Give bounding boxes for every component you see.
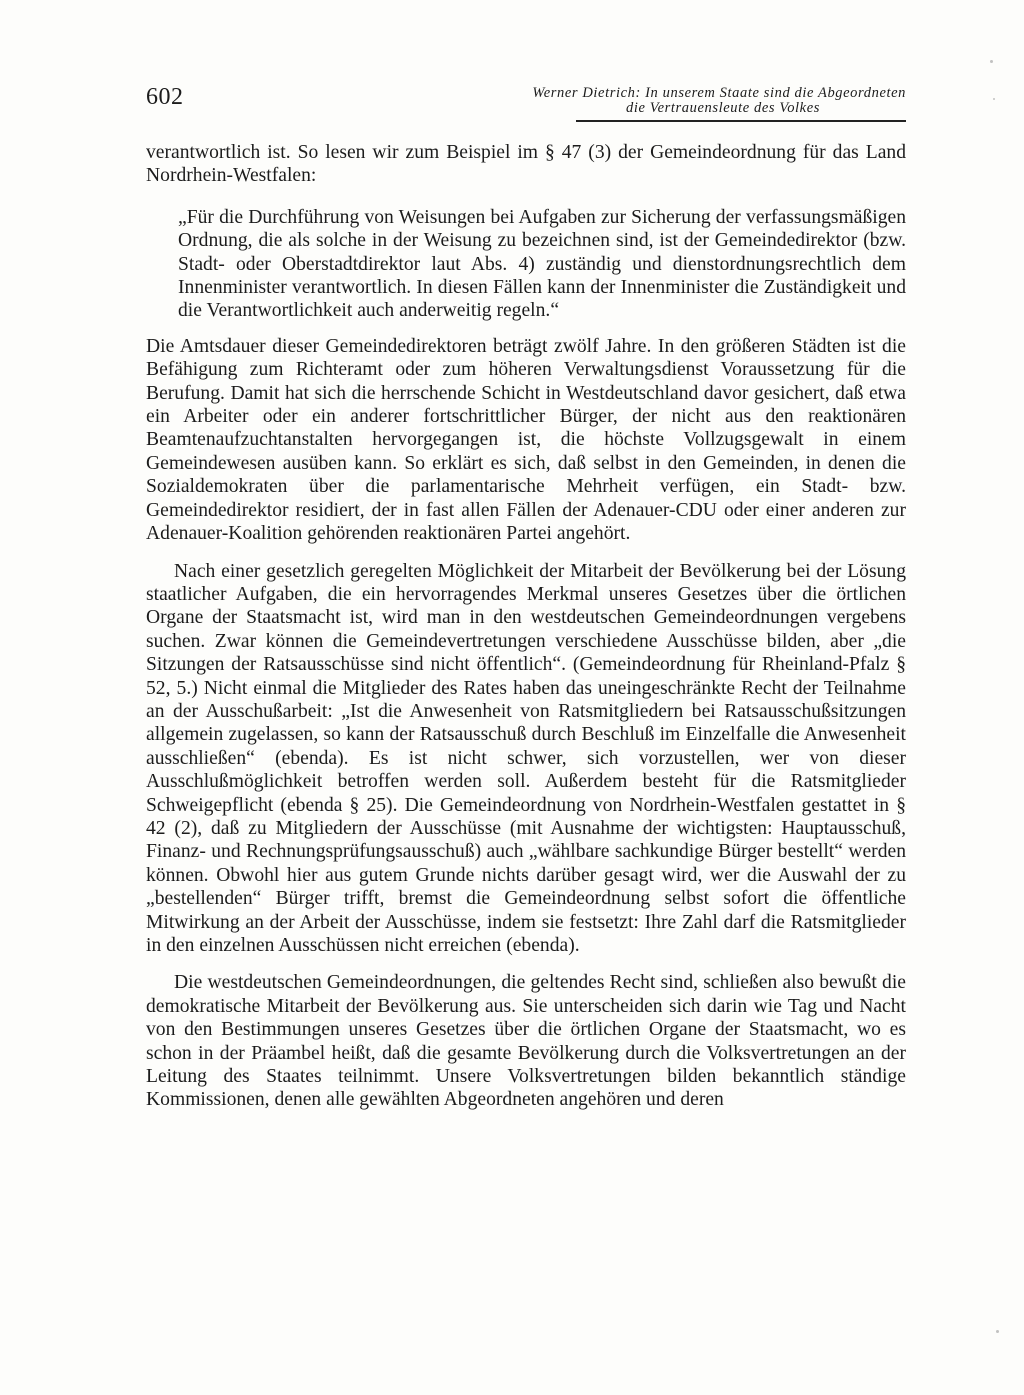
scan-speck bbox=[996, 1330, 999, 1333]
running-head bbox=[436, 86, 906, 116]
body-text bbox=[146, 141, 906, 1112]
paragraph-1: Die Amtsdauer dieser Gemeindedirektoren beträgt zwölf Jahre. In den größeren Städten ist die Befähigung zum Richteramt oder zum höheren Verwaltungsdienst Voraussetzung für die Berufung. Damit hat sich die herrschende Schicht in Westdeutschland davor gesichert, daß etwa ein Arbeiter oder ein anderer fortschrittlicher Bürger, der nicht aus den reaktionären Beamtenaufzuchtanstalten hervorgegangen ist, die höchste Vollzugsgewalt in einem Gemeindewesen ausüben kann. So erklärt es sich, daß selbst in den Gemeinden, in denen die Sozialdemokraten über die parlamentarische Mehrheit verfügen, ein Stadt- bzw. Gemeindedirektor residiert, der in fast allen Fällen der Adenauer-CDU oder einer anderen zur Adenauer-Koalition gehörenden reaktionären Partei angehört. bbox=[146, 335, 906, 545]
header-rule bbox=[576, 120, 906, 122]
scan-speck bbox=[990, 60, 993, 63]
scan-speck bbox=[993, 98, 995, 100]
paragraph-2: Nach einer gesetzlich geregelten Möglichkeit der Mitarbeit der Bevölkerung bei der Lösung staatlicher Aufgaben, die ein hervorragendes Merkmal unseres Gesetzes über die örtlichen Organe der Staatsmacht ist, wird man in den westdeutschen Gemeindeordnungen vergebens suchen. Zwar können die Gemeindevertretungen verschiedene Ausschüsse bilden, aber „die Sitzungen der Ratsausschüsse sind nicht öffentlich“. (Gemeindeordnung für Rheinland-Pfalz § 52, 5.) Nicht einmal die Mitglieder des Rates haben das uneingeschränkte Recht der Teilnahme an der Ausschußarbeit: „Ist die Anwesenheit von Ratsmitgliedern bei Ratsausschußsitzungen allgemein zugelassen, so kann der Ratsausschuß durch Beschluß im Einzelfalle die Anwesenheit ausschließen“ (ebenda). Es ist nicht schwer, sich vorzustellen, wer von dieser Ausschlußmöglichkeit betroffen werden soll. Außerdem besteht für die Ratsmitglieder Schweigepflicht (ebenda § 25). Die Gemeindeordnung von Nordrhein-Westfalen gestattet in § 42 (2), daß zu Mitgliedern der Ausschüsse (mit Ausnahme der wichtigsten: Hauptausschuß, Finanz- und Rechnungsprüfungsausschuß) auch „wählbare sachkundige Bürger bestellt“ werden können. Obwohl hier aus gutem Grunde nichts darüber gesagt wird, wer die Auswahl der zu „bestellenden“ Bürger trifft, bremst die Gemeindeordnung selbst sofort die öffentliche Mitwirkung an der Arbeit der Ausschüsse, indem sie festsetzt: Ihre Zahl darf die Ratsmitglieder in den einzelnen Ausschüssen nicht erreichen (ebenda). bbox=[146, 560, 906, 956]
running-head-line-1: Werner Dietrich: In unserem Staate sind die Abgeordneten bbox=[532, 85, 906, 101]
block-quote: „Für die Durchführung von Weisungen bei Aufgaben zur Sicherung der verfassungsmäßigen Ordnung, die als solche in der Weisung zu bezeichnen sind, ist der Gemeindedirektor (bzw. Stadt- oder Oberstadtdirektor laut Abs. 4) zuständig und dienstordnungsrechtlich dem Innenminister verantwortlich. In diesen Fällen kann der Innenminister die Zuständigkeit und die Verantwortlichkeit auch anderweitig regeln.“ bbox=[178, 206, 906, 322]
page-number: 602 bbox=[146, 84, 184, 110]
page-header bbox=[146, 80, 906, 126]
paragraph-3: Die westdeutschen Gemeindeordnungen, die geltendes Recht sind, schließen also bewußt die demokratische Mitarbeit der Bevölkerung aus. Sie unterscheiden sich darin wie Tag und Nacht von den Bestimmungen unseres Gesetzes über die örtlichen Organe der Staatsmacht, wo es schon in der Präambel heißt, daß die gesamte Bevölkerung durch die Volksvertretungen an der Leitung des Staates teilnimmt. Unsere Volksvertretungen bilden bekanntlich ständige Kommissionen, denen alle gewählten Abgeordneten angehören und deren bbox=[146, 972, 906, 1111]
running-head-line-2: die Vertrauensleute des Volkes bbox=[626, 100, 820, 116]
intro-paragraph: verantwortlich ist. So lesen wir zum Beispiel im § 47 (3) der Gemeindeordnung für das Land Nordrhein-Westfalen: bbox=[146, 142, 906, 187]
